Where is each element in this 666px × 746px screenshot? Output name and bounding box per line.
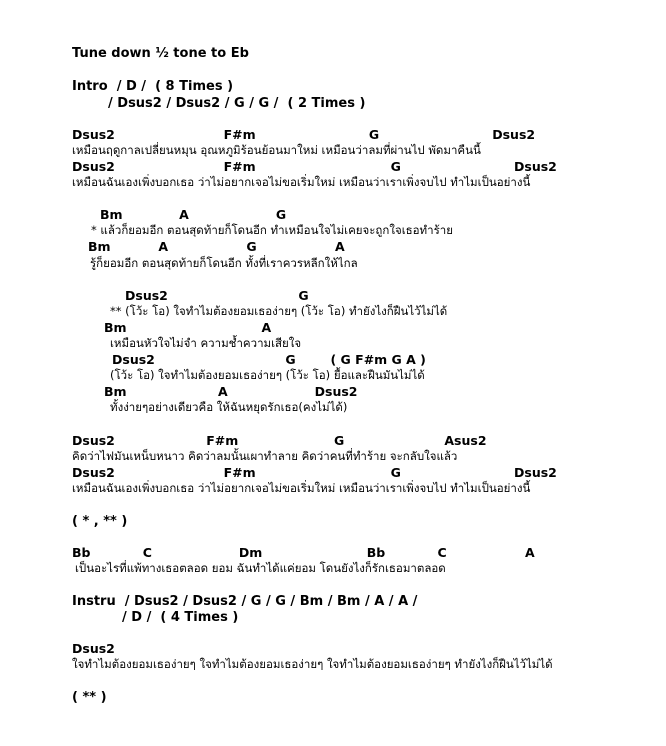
instrumental-line-2: / D / ( 4 Times ) <box>122 610 239 625</box>
chorus2-chords-1: Dsus2 G <box>125 288 309 303</box>
chorus2-lyrics-4: ทั้งง่ายๆอย่างเดียวคือ ให้ฉันหยุดรักเธอ(คงไม่ได้) <box>110 400 348 414</box>
chorus2-chords-4: Bm A Dsus2 <box>104 384 358 399</box>
verse1-chords-2: Dsus2 F#m G Dsus2 <box>72 159 557 174</box>
instrumental-line-1: Instru / Dsus2 / Dsus2 / G / G / Bm / Bm / A / A / <box>72 594 418 609</box>
chorus1-lyrics-1: * แล้วก็ยอมอีก ตอนสุดท้ายก็โดนอีก ทำเหมือนใจไม่เคยจะถูกใจเธอทำร้าย <box>91 223 453 237</box>
chorus2-lyrics-1: ** (โว้ะ โอ) ใจทำไมต้องยอมเธอง่ายๆ (โว้ะ โอ) ทำยังไงก็ฝืนไว้ไม่ได้ <box>110 304 448 318</box>
verse1-chords-1: Dsus2 F#m G Dsus2 <box>72 127 536 142</box>
verse1-lyrics-2: เหมือนฉันเองเพิ่งบอกเธอ ว่าไม่อยากเจอไม่ขอเริ่มใหม่ เหมือนว่าเราเพิ่งจบไป ทำไมเป็นอย่างนี้ <box>72 175 531 189</box>
bridge-chords-1: Bb C Dm Bb C A <box>72 545 535 560</box>
intro-line-1: Intro / D / ( 8 Times ) <box>72 79 234 94</box>
chorus1-chords-2: Bm A G A <box>88 239 345 254</box>
chorus2-lyrics-3: (โว้ะ โอ) ใจทำไมต้องยอมเธอง่ายๆ (โว้ะ โอ) ยื้อและฝืนมันไม่ได้ <box>110 368 425 382</box>
verse2-lyrics-2: เหมือนฉันเองเพิ่งบอกเธอ ว่าไม่อยากเจอไม่ขอเริ่มใหม่ เหมือนว่าเราเพิ่งจบไป ทำไมเป็นอย่างนี้ <box>72 481 531 495</box>
chorus2-chords-2: Bm A <box>104 320 272 335</box>
verse2-chords-2: Dsus2 F#m G Dsus2 <box>72 465 557 480</box>
outro-lyrics-1: ใจทำไมต้องยอมเธอง่ายๆ ใจทำไมต้องยอมเธอง่ายๆ ใจทำไมต้องยอมเธอง่ายๆ ทำยังไงก็ฝืนไว้ไม่ได้ <box>72 657 553 671</box>
verse2-lyrics-1: คิดว่าไฟมันเหน็บหนาว คิดว่าลมนั้นเผาทำลาย คิดว่าคนที่ทำร้าย จะกลับใจแล้ว <box>72 449 458 463</box>
chorus2-chords-3: Dsus2 G ( G F#m G A ) <box>112 352 426 367</box>
intro-line-2: / Dsus2 / Dsus2 / G / G / ( 2 Times ) <box>108 96 366 111</box>
outro-chords-1: Dsus2 <box>72 641 115 656</box>
repeat-marker-2: ( ** ) <box>72 690 107 705</box>
repeat-marker-1: ( * , ** ) <box>72 514 128 529</box>
verse1-lyrics-1: เหมือนฤดูกาลเปลี่ยนหมุน อุณหภูมิร้อนย้อนมาใหม่ เหมือนว่าลมที่ผ่านไป พัดมาคืนนี้ <box>72 143 481 157</box>
chorus2-lyrics-2: เหมือนหัวใจไม่จำ ความช้ำความเสียใจ <box>110 336 302 350</box>
chorus1-chords-1: Bm A G <box>100 207 287 222</box>
verse2-chords-1: Dsus2 F#m G Asus2 <box>72 433 487 448</box>
tuning-note: Tune down ½ tone to Eb <box>72 46 249 61</box>
chorus1-lyrics-2: รู้ก็ยอมอีก ตอนสุดท้ายก็โดนอีก ทั้งที่เราควรหลีกให้ไกล <box>90 256 358 270</box>
bridge-lyrics-1: เป็นอะไรที่แพ้ทางเธอตลอด ยอม ฉันทำได้แค่ยอม โดนยังไงก็รักเธอมาตลอด <box>75 561 446 575</box>
